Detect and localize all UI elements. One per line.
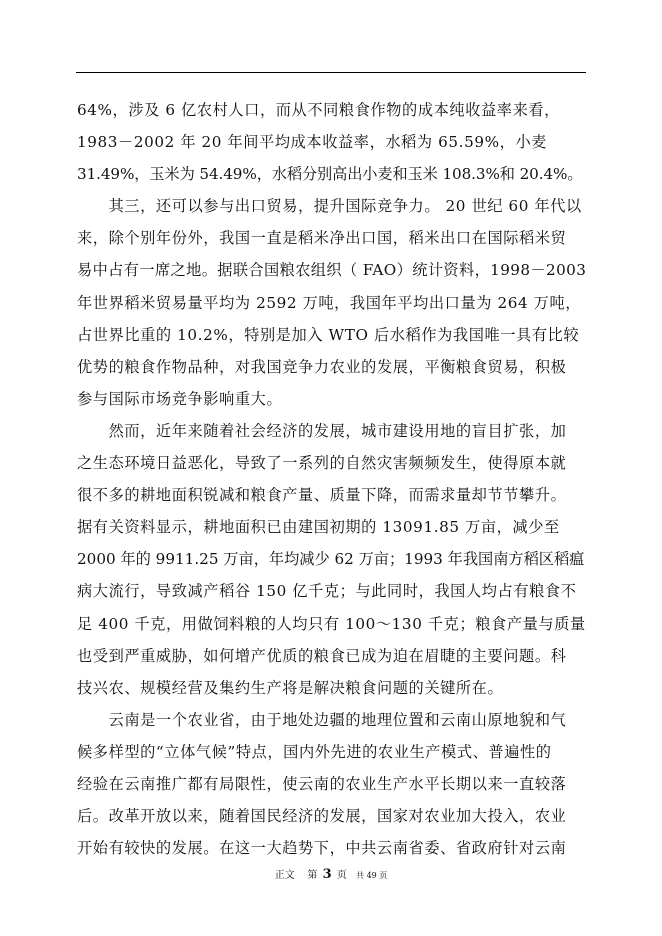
total-pages: 共 49 页 [356, 871, 388, 880]
text-line: 技兴农、规模经营及集约生产将是解决粮食问题的关键所在。 [77, 678, 504, 697]
text-line: 很不多的耕地面积锐减和粮食产量、质量下降，而需求量却节节攀升。 [77, 486, 567, 505]
text-line: 后。改革开放以来，随着国民经济的发展，国家对农业加大投入，农业 [77, 807, 567, 826]
header-rule [76, 72, 586, 73]
text-line: 之生态环境日益恶化，导致了一系列的自然灾害频频发生，使得原本就 [77, 454, 567, 473]
text-line: 年世界稻米贸易量平均为 2592 万吨，我国年平均出口量为 264 万吨， [77, 293, 582, 312]
text-line: 参与国际市场竞争影响重大。 [77, 389, 283, 408]
text-line: 易中占有一席之地。据联合国粮农组织（ FAO）统计资料，1998－2003 [77, 261, 587, 280]
text-line: 足 400 千克，用做饲料粮的人均只有 100～130 千克；粮食产量与质量 [77, 614, 586, 633]
page-number: 3 [322, 867, 332, 882]
text-line: 其三，还可以参与出口贸易，提升国际竞争力。 20 世纪 60 年代以 [77, 197, 582, 216]
text-line: 候多样型的“立体气候”特点，国内外先进的农业生产模式、普遍性的 [77, 742, 552, 761]
text-line: 也受到严重威胁，如何增产优质的粮食已成为迫在眉睫的主要问题。科 [77, 646, 567, 665]
text-line: 据有关资料显示，耕地面积已由建国初期的 13091.85 万亩，减少至 [77, 518, 560, 537]
body-text [77, 94, 586, 864]
text-line: 31.49%，玉米为 54.49%，水稻分别高出小麦和玉米 108.3%和 20.4%。 [77, 165, 583, 184]
footer-page-prefix: 第 [307, 870, 318, 881]
text-line: 占世界比重的 10.2%，特别是加入 WTO 后水稻作为我国唯一具有比较 [77, 325, 580, 344]
text-line: 2000 年的 9911.25 万亩，年均减少 62 万亩；1993 年我国南方稻区稻瘟 [77, 550, 585, 569]
footer-section: 正文 [274, 870, 295, 881]
page-footer [0, 866, 662, 882]
text-line: 云南是一个农业省，由于地处边疆的地理位置和云南山原地貌和气 [77, 710, 567, 729]
text-line: 病大流行，导致减产稻谷 150 亿千克；与此同时，我国人均占有粮食不 [77, 582, 577, 601]
footer-page-suffix: 页 [336, 870, 347, 881]
text-line: 经验在云南推广都有局限性，使云南的农业生产水平长期以来一直较落 [77, 774, 567, 793]
text-line: 来，除个别年份外，我国一直是稻米净出口国，稻米出口在国际稻米贸 [77, 229, 567, 248]
text-line: 1983－2002 年 20 年间平均成本收益率，水稻为 65.59%，小麦 [77, 133, 548, 152]
text-line: 开始有较快的发展。在这一大趋势下，中共云南省委、省政府针对云南 [77, 839, 567, 858]
text-line: 优势的粮食作物品种，对我国竞争力农业的发展，平衡粮食贸易，积极 [77, 357, 567, 376]
text-line: 然而，近年来随着社会经济的发展，城市建设用地的盲目扩张，加 [77, 421, 567, 440]
text-line: 64%，涉及 6 亿农村人口，而从不同粮食作物的成本纯收益率来看， [77, 101, 560, 119]
